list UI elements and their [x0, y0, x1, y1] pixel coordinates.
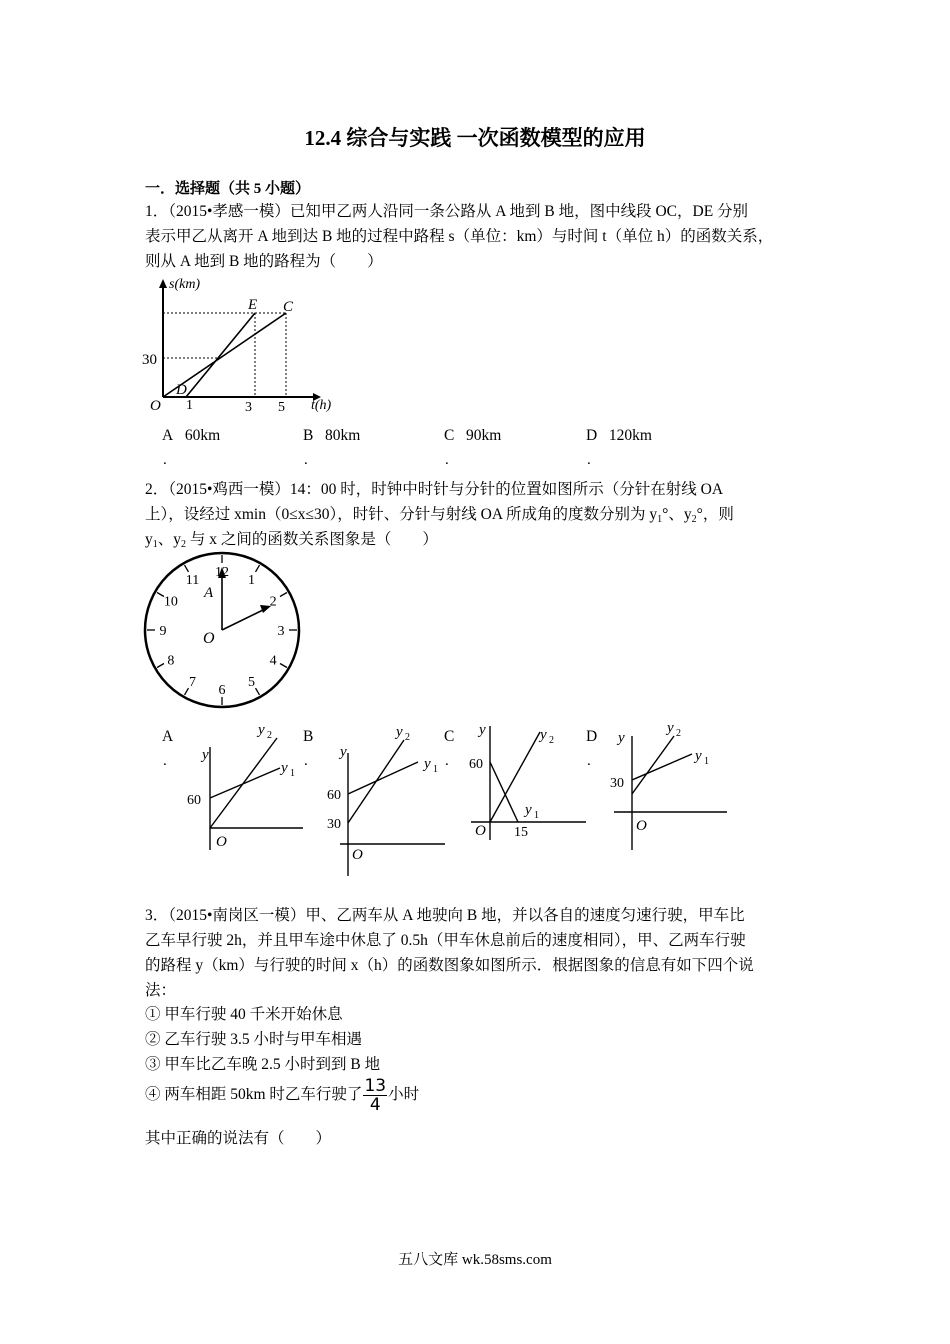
- q3-statement-1: ① 甲车行驶 40 千米开始休息: [145, 1006, 343, 1023]
- clock-number: 4: [269, 653, 277, 669]
- graph-b-y1: [348, 762, 418, 794]
- q1-option-a-letter: A: [162, 427, 174, 444]
- svg-text:O: O: [216, 834, 227, 850]
- svg-text:y: y: [258, 722, 265, 738]
- q1-option-c[interactable]: [444, 427, 501, 445]
- q1-option-dot: .: [445, 452, 449, 468]
- clock-label-a: A: [204, 585, 214, 601]
- svg-text:2: 2: [405, 732, 410, 743]
- svg-text:O: O: [475, 823, 486, 839]
- q1-y30: 30: [142, 352, 157, 368]
- q1-option-d-text: 120km: [608, 427, 652, 444]
- svg-text:y: y: [618, 730, 625, 746]
- svg-text:y: y: [667, 720, 674, 736]
- q1-line-2: 表示甲乙从离开 A 地到达 B 地的过程中路程 s（单位：km）与时间 t（单位 h）的函数关系，: [145, 228, 774, 245]
- q1-option-dot: .: [163, 452, 167, 468]
- q1-point-d: D: [176, 382, 187, 398]
- svg-text:2: 2: [549, 735, 554, 746]
- graph-a-y1: [210, 768, 280, 798]
- svg-text:y: y: [281, 760, 288, 776]
- clock-number: 5: [248, 675, 255, 691]
- svg-text:60: 60: [187, 793, 201, 808]
- clock-number: 6: [218, 683, 226, 698]
- q2-line-1: 2．（2015•鸡西一模）14：00 时，时钟中时针与分针的位置如图所示（分针在射线 OA: [145, 481, 724, 498]
- clock-number: 9: [159, 624, 167, 639]
- clock-number: 7: [189, 675, 196, 691]
- q1-xlabel: t(h): [311, 398, 332, 413]
- svg-text:60: 60: [469, 757, 483, 772]
- q2-option-a[interactable]: A: [162, 728, 174, 745]
- q1-option-b-letter: B: [303, 427, 314, 444]
- svg-text:1: 1: [534, 810, 539, 821]
- clock-number: 3: [277, 624, 285, 639]
- q2-option-c[interactable]: C: [444, 728, 455, 745]
- q3-statement-2: ② 乙车行驶 3.5 小时与甲车相遇: [145, 1031, 363, 1048]
- svg-text:30: 30: [610, 776, 624, 791]
- svg-text:2: 2: [676, 728, 681, 739]
- q1-option-b-text: 80km: [324, 427, 361, 444]
- q2-line-2: 上），设经过 xmin（0≤x≤30），时针、分针与射线 OA 所成角的度数分别为 $y_1^\circ$、$y_2^\circ$，则: [145, 506, 734, 525]
- q1-ylabel: s(km): [169, 277, 201, 292]
- q2-option-dot: .: [587, 753, 591, 769]
- svg-text:y: y: [695, 748, 702, 764]
- q1-origin: O: [150, 398, 161, 414]
- fraction-13-4: $\frac{13}{4}$: [364, 1076, 387, 1115]
- clock-number: 12: [215, 565, 229, 580]
- svg-text:1: 1: [433, 764, 438, 775]
- q1-point-e: E: [248, 297, 258, 313]
- q3-line-3: 的路程 y（km）与行驶的时间 x（h）的函数图象如图所示．根据图象的信息有如下四个说: [145, 957, 754, 974]
- hour-hand: [222, 609, 265, 630]
- clock-tick: [280, 593, 287, 597]
- q1-option-b[interactable]: [303, 427, 360, 445]
- page-title: 12.4 综合与实践 一次函数模型的应用: [304, 126, 646, 150]
- clock-number: 10: [163, 594, 178, 610]
- q2-graph-c: [463, 718, 588, 843]
- clock-center-o: O: [203, 630, 215, 647]
- q1-graph: [138, 272, 343, 417]
- svg-text:1: 1: [704, 756, 709, 767]
- q1-tick-1: 1: [186, 398, 193, 413]
- svg-text:y: y: [202, 747, 209, 763]
- q1-line-de: [186, 313, 255, 397]
- svg-text:y: y: [340, 744, 347, 760]
- svg-text:O: O: [352, 847, 363, 863]
- q1-tick-3: 3: [245, 400, 252, 415]
- clock-tick: [185, 688, 189, 695]
- svg-text:30: 30: [327, 817, 341, 832]
- q1-option-dot: .: [587, 452, 591, 468]
- q1-option-c-text: 90km: [465, 427, 502, 444]
- q1-tick-5: 5: [278, 400, 285, 415]
- q2-line-3: $y_1$、$y_2$ 与 x 之间的函数关系图象是（ ）: [145, 531, 438, 550]
- section-heading: 一．选择题（共 5 小题）: [145, 181, 311, 197]
- q2-option-dot: .: [304, 753, 308, 769]
- q1-option-d[interactable]: [586, 427, 652, 445]
- svg-text:60: 60: [327, 788, 341, 803]
- q1-option-d-letter: D: [586, 427, 598, 444]
- svg-text:y: y: [479, 722, 486, 738]
- q2-option-dot: .: [445, 753, 449, 769]
- q2-clock: [140, 550, 305, 710]
- svg-text:1: 1: [290, 768, 295, 779]
- q1-option-a[interactable]: [162, 427, 220, 445]
- q3-line-1: 3．（2015•南岗区一模）甲、乙两车从 A 地驶向 B 地，并以各自的速度匀速行驶，甲车比: [145, 907, 745, 924]
- footer-source: 五八文库 wk.58sms.com: [398, 1252, 552, 1268]
- svg-text:2: 2: [267, 730, 272, 741]
- clock-number: 8: [167, 653, 175, 669]
- q1-point-c: C: [283, 299, 294, 315]
- clock-number: 1: [248, 572, 255, 588]
- q1-option-a-text: 60km: [184, 427, 221, 444]
- q1-line-3: 则从 A 地到 B 地的路程为（ ）: [145, 253, 383, 270]
- q2-graph-d: [606, 718, 731, 853]
- clock-tick: [157, 664, 164, 668]
- svg-text:y: y: [525, 802, 532, 818]
- svg-text:y: y: [396, 724, 403, 740]
- q2-option-b[interactable]: B: [303, 728, 314, 745]
- q3-line-4: 法：: [145, 982, 177, 999]
- clock-tick: [185, 565, 189, 572]
- q3-question: 其中正确的说法有（ ）: [145, 1130, 332, 1147]
- clock-tick: [256, 565, 260, 572]
- q2-graph-a: [180, 722, 305, 852]
- svg-text:O: O: [636, 818, 647, 834]
- svg-text:y: y: [424, 756, 431, 772]
- svg-text:15: 15: [514, 825, 528, 840]
- q1-line-1: 1．（2015•孝感一模）已知甲乙两人沿同一条公路从 A 地到 B 地，图中线段 OC，DE 分别: [145, 203, 749, 220]
- q2-option-dot: .: [163, 753, 167, 769]
- q1-option-c-letter: C: [444, 427, 455, 444]
- q3-statement-3: ③ 甲车比乙车晚 2.5 小时到到 B 地: [145, 1056, 381, 1073]
- q3-line-2: 乙车早行驶 2h，并且甲车途中休息了 0.5h（甲车休息前后的速度相同），甲、乙两车行驶: [145, 932, 746, 949]
- clock-number: 11: [185, 572, 200, 588]
- graph-d-y1: [632, 754, 692, 780]
- clock-tick: [280, 664, 287, 668]
- svg-text:y: y: [540, 727, 547, 743]
- q3-statement-4: ④ 两车相距 50km 时乙车行驶了 $\frac{13}{4}$ 小时: [145, 1076, 420, 1115]
- clock-number: 2: [269, 594, 277, 610]
- clock-tick: [256, 688, 260, 695]
- q1-option-dot: .: [304, 452, 308, 468]
- q2-graph-b: [320, 718, 450, 878]
- q2-option-d[interactable]: D: [586, 728, 598, 745]
